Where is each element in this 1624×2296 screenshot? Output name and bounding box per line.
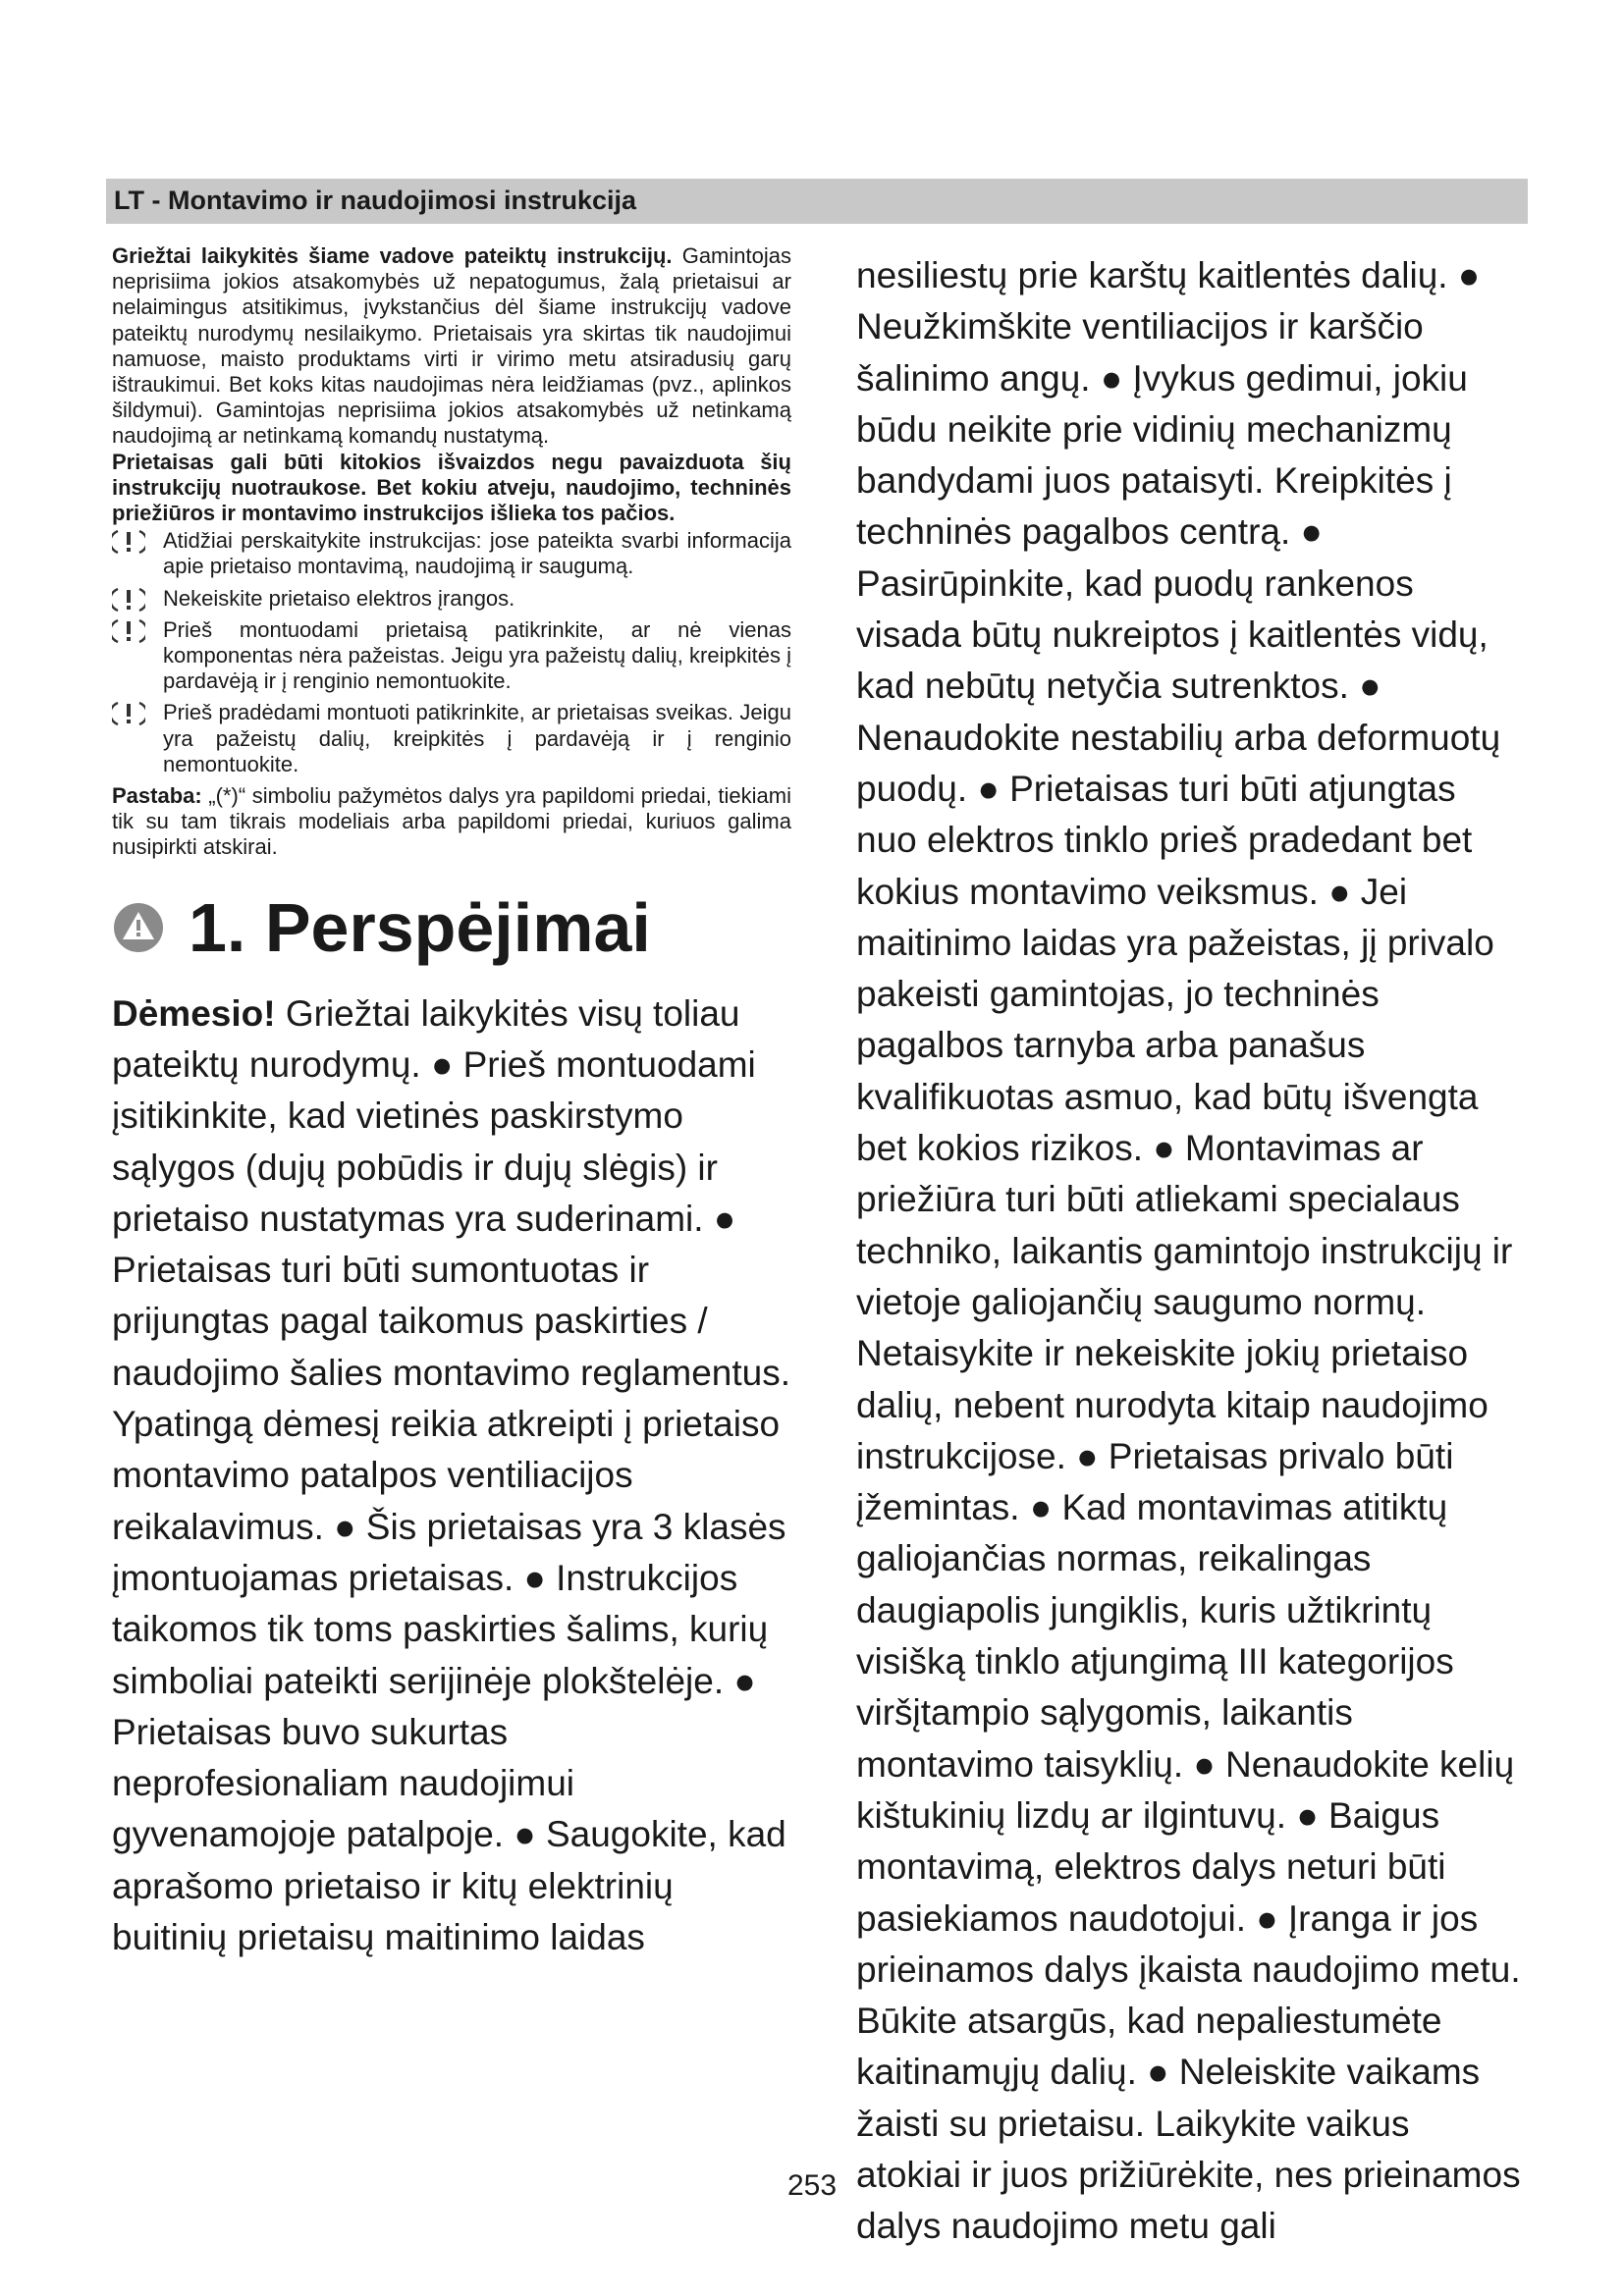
attention-label: Dėmesio! xyxy=(112,992,276,1034)
warnings-text-left: Griežtai laikykitės visų toliau pateiktų nurodymų. ● Prieš montuodami įsitikinkite, kad vietinės paskirstymo sąlygos (dujų pobūdis ir dujų slėgis) ir prietaiso nustatymas yra suderinami. ● Prietaisas turi būti sumontuotas ir prijungtas pagal taikomus paskirties / naudojimo šalies montavimo reglamentus. Ypatingą dėmesį reikia atkreipti į prietaiso montavimo patalpos ventiliacijos reikalavimus. ● Šis prietaisas yra 3 klasės įmontuojamas prietaisas. ● Instrukcijos taikomos tik toms paskirties šalims, kurių simboliai pateikti serijinėje plokštelėje. ● Prietaisas buvo sukurtas neprofesionaliam naudojimui gyvenamojoje patalpoje. ● Saugokite, kad aprašomo prietaiso ir kitų elektrinių buitinių prietaisų maitinimo laidas xyxy=(112,992,791,1958)
warnings-right-text xyxy=(856,250,1524,2253)
intro-bold-sentence: Griežtai laikykitės šiame vadove pateiktų instrukcijų. xyxy=(112,243,673,268)
caution-icon xyxy=(112,616,145,646)
note-paragraph xyxy=(112,783,791,861)
caution-icon xyxy=(112,527,145,557)
intro-text: Gamintojas neprisiima jokios atsakomybės už nepatogumus, žalą prietaisui ar nelaimingus atsitikimus, įvykstančius dėl šiame instrukcijų vadove pateiktų nurodymų nesilaikymo. Prietaisais yra skirtas tik naudojimui namuose, maisto produktams virti ir virimo metu atsiradusių garų ištraukimui. Bet koks kitas naudojimas nėra leidžiamas (pvz., aplinkos šildymui). Gamintojas neprisiima jokios atsakomybės už netinkamą naudojimą ar netinkamą komandų nustatymą. xyxy=(112,243,791,449)
note-block xyxy=(112,783,791,861)
section-heading xyxy=(112,888,791,967)
warning-text: Prieš pradėdami montuoti patikrinkite, ar prietaisas sveikas. Jeigu yra pažeistų dalių, kreipkitės į pardavėją ir į renginio nemontuokite. xyxy=(163,700,791,776)
intro-paragraph-2: Prietaisas gali būti kitokios išvaizdos negu pavaizduota šių instrukcijų nuotraukose. Bet kokiu atveju, naudojimo, techninės priežiūros ir montavimo instrukcijos išlieka tos pačios. xyxy=(112,449,791,526)
right-column xyxy=(856,250,1524,2253)
intro-paragraph-1 xyxy=(112,243,791,450)
page-number: 253 xyxy=(786,2169,838,2202)
warning-triangle-icon xyxy=(112,901,165,954)
caution-icon xyxy=(112,585,145,614)
warning-text: Atidžiai perskaitykite instrukcijas: jose pateikta svarbi informacija apie prietaiso montavimą, naudojimą ir saugumą. xyxy=(163,528,791,579)
warning-text: Prieš montuodami prietaisą patikrinkite, ar nė vienas komponentas nėra pažeistas. Jeigu yra pažeistų dalių, kreipkitės į pardavėją ir į renginio nemontuokite. xyxy=(163,616,791,694)
warning-item xyxy=(112,586,791,612)
note-text: „(*)“ simboliu pažymėtos dalys yra papildomi priedai, tiekiami tik su tam tikrais modeliais arba papildomi priedai, kuriuos galima nusipirkti atskirai. xyxy=(112,783,791,860)
intro-block xyxy=(112,243,791,526)
left-column xyxy=(112,243,791,1963)
warning-item xyxy=(112,617,791,695)
warning-text: Nekeiskite prietaiso elektros įrangos. xyxy=(163,585,515,611)
note-label: Pastaba: xyxy=(112,783,202,809)
section-title: 1. Perspėjimai xyxy=(189,888,651,966)
warning-item xyxy=(112,528,791,579)
warnings-paragraph xyxy=(112,988,791,1964)
caution-icon xyxy=(112,699,145,728)
header-bar xyxy=(106,179,1528,224)
page-title: LT - Montavimo ir naudojimosi instrukcija xyxy=(114,186,637,215)
warnings-left-text xyxy=(112,988,791,1964)
warnings-text-right: nesiliestų prie karštų kaitlentės dalių. ● Neužkimškite ventiliacijos ir karščio šalinimo angų. ● Įvykus gedimui, jokiu būdu neikite prie vidinių mechanizmų bandydami juos pataisyti. Kreipkitės į techninės pagalbos centrą. ● Pasirūpinkite, kad puodų rankenos visada būtų nukreiptos į kaitlentės vidų, kad nebūtų netyčia sutrenktos. ● Nenaudokite nestabilių arba deformuotų puodų. ● Prietaisas turi būti atjungtas nuo elektros tinklo prieš pradedant bet kokius montavimo veiksmus. ● Jei maitinimo laidas yra pažeistas, jį privalo pakeisti gamintojas, jo techninės pagalbos tarnyba arba panašus kvalifikuotas asmuo, kad būtų išvengta bet kokios rizikos. ● Montavimas ar priežiūra turi būti atliekami specialaus techniko, laikantis gamintojo instrukcijų ir vietoje galiojančių saugumo normų. Netaisykite ir nekeiskite jokių prietaiso dalių, nebent nurodyta kitaip naudojimo instrukcijose. ● Prietaisas privalo būti įžemintas. ● Kad montavimas atitiktų galiojančias normas, reikalingas daugiapolis jungiklis, kuris užtikrintų visišką tinklo atjungimą III kategorijos viršįtampio sąlygomis, laikantis montavimo taisyklių. ● Nenaudokite kelių kištukinių lizdų ar ilgintuvų. ● Baigus montavimą, elektros dalys neturi būti pasiekiamos naudotojui. ● Įranga ir jos prieinamos dalys įkaista naudojimo metu. Būkite atsargūs, kad nepaliestumėte kaitinamųjų dalių. ● Neleiskite vaikams žaisti su prietaisu. Laikykite vaikus atokiai ir juos prižiūrėkite, nes prieinamos dalys naudojimo metu gali xyxy=(856,255,1521,2247)
warning-item xyxy=(112,700,791,777)
